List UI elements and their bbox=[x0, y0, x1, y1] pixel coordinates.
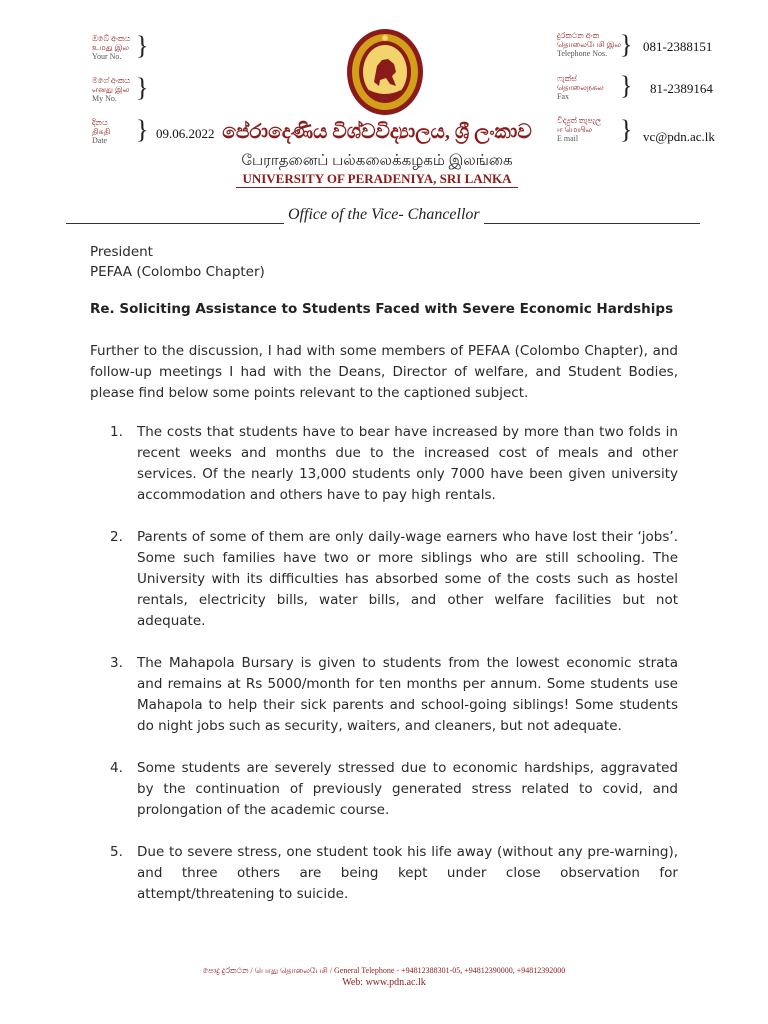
fax-value: 81-2389164 bbox=[650, 81, 713, 96]
list-item bbox=[110, 527, 678, 632]
item-text: Parents of some of them are only daily-wage earners who have lost their ‘jobs’. Some such families have two or more siblings who are still schooling. The University with its difficulties has absorbed some of the costs such as hostel rentals, electricity bills, water bills, and other welfare facilities but not adequate. bbox=[137, 529, 678, 629]
footer-telephone-numbers: / General Telephone - +94812388301-05, +94812390000, +94812392000 bbox=[329, 966, 566, 975]
date-label: දිනය திகதி Date bbox=[92, 118, 111, 145]
university-name-english: UNIVERSITY OF PERADENIYA, SRI LANKA bbox=[242, 171, 512, 186]
subject-line: Re. Soliciting Assistance to Students Faced with Severe Economic Hardships bbox=[90, 301, 674, 317]
intro-paragraph: Further to the discussion, I had with some members of PEFAA (Colombo Chapter), and follow-up meetings I had with the Deans, Director of welfare, and Student Bodies, please find below some points relevant to the captioned subject. bbox=[90, 343, 678, 401]
office-title: Office of the Vice- Chancellor bbox=[284, 206, 484, 224]
item-text: Due to severe stress, one student took his life away (without any pre-warning), and three others are being kept under close observation for attempt/threatening to suicide. bbox=[137, 844, 678, 902]
brace: } bbox=[136, 31, 149, 60]
item-text: The costs that students have to bear have increased by more than two folds in recent weeks and months due to the increased cost of meals and other services. Of the nearly 13,000 students only 7000 have been given university accommodation and others have to pay high rentals. bbox=[137, 424, 678, 503]
list-item bbox=[110, 653, 678, 737]
your-no-label: ඔබේ අංකය உமது இல Your No. bbox=[92, 34, 131, 61]
university-crest bbox=[344, 26, 426, 118]
list-item bbox=[110, 758, 678, 821]
email-label: විද්‍යුත් තැපැල ஈ மெயில E mail bbox=[557, 116, 602, 143]
list-item bbox=[110, 842, 678, 905]
email-value: vc@pdn.ac.lk bbox=[643, 129, 715, 144]
footer-telephone bbox=[0, 966, 768, 976]
telephone-value: 081-2388151 bbox=[643, 39, 713, 54]
university-name-tamil: பேராதனைப் பல்கலைக்கழகம் இலங்கை bbox=[241, 153, 513, 169]
item-number: 5. bbox=[110, 844, 123, 860]
brace: } bbox=[620, 30, 633, 59]
telephone-label: දුරකථන අංක தொலைபேசி இல Telephone Nos. bbox=[557, 31, 622, 58]
recipient-title: President bbox=[90, 244, 153, 260]
my-no-label: මගේ අංකය எனது இல My No. bbox=[92, 76, 131, 103]
brace: } bbox=[136, 73, 149, 102]
item-number: 4. bbox=[110, 760, 123, 776]
brace: } bbox=[136, 115, 149, 144]
recipient-organization: PEFAA (Colombo Chapter) bbox=[90, 264, 265, 280]
item-number: 2. bbox=[110, 529, 123, 545]
footer-web[interactable]: Web: www.pdn.ac.lk bbox=[342, 977, 426, 988]
name-underline bbox=[236, 187, 518, 188]
item-number: 3. bbox=[110, 655, 123, 671]
points-list bbox=[110, 422, 678, 926]
university-name-sinhala: පේරාදෙණිය විශ්වවිද්‍යාලය, ශ්‍රී ලංකාව bbox=[222, 121, 532, 143]
brace: } bbox=[620, 71, 633, 100]
item-text: The Mahapola Bursary is given to students from the lowest economic strata and remains at Rs 5000/month for ten months per annum. Some students use Mahapola to help their sick parents and school-going siblings! Some students do night jobs such as security, waiters, and cleaners, but not adequate. bbox=[137, 655, 678, 734]
brace: } bbox=[620, 115, 633, 144]
footer-telephone-label: පොදු දුරකථන / பொது தொலைபேசி bbox=[202, 966, 328, 975]
list-item bbox=[110, 422, 678, 506]
item-text: Some students are severely stressed due to economic hardships, aggravated by the continuation of previously generated stress related to covid, and prolongation of the academic course. bbox=[137, 760, 678, 818]
item-number: 1. bbox=[110, 424, 123, 440]
fax-label: ෆැක්ස් தொலைநகல Fax bbox=[557, 74, 604, 101]
date-value: 09.06.2022 bbox=[156, 126, 215, 141]
